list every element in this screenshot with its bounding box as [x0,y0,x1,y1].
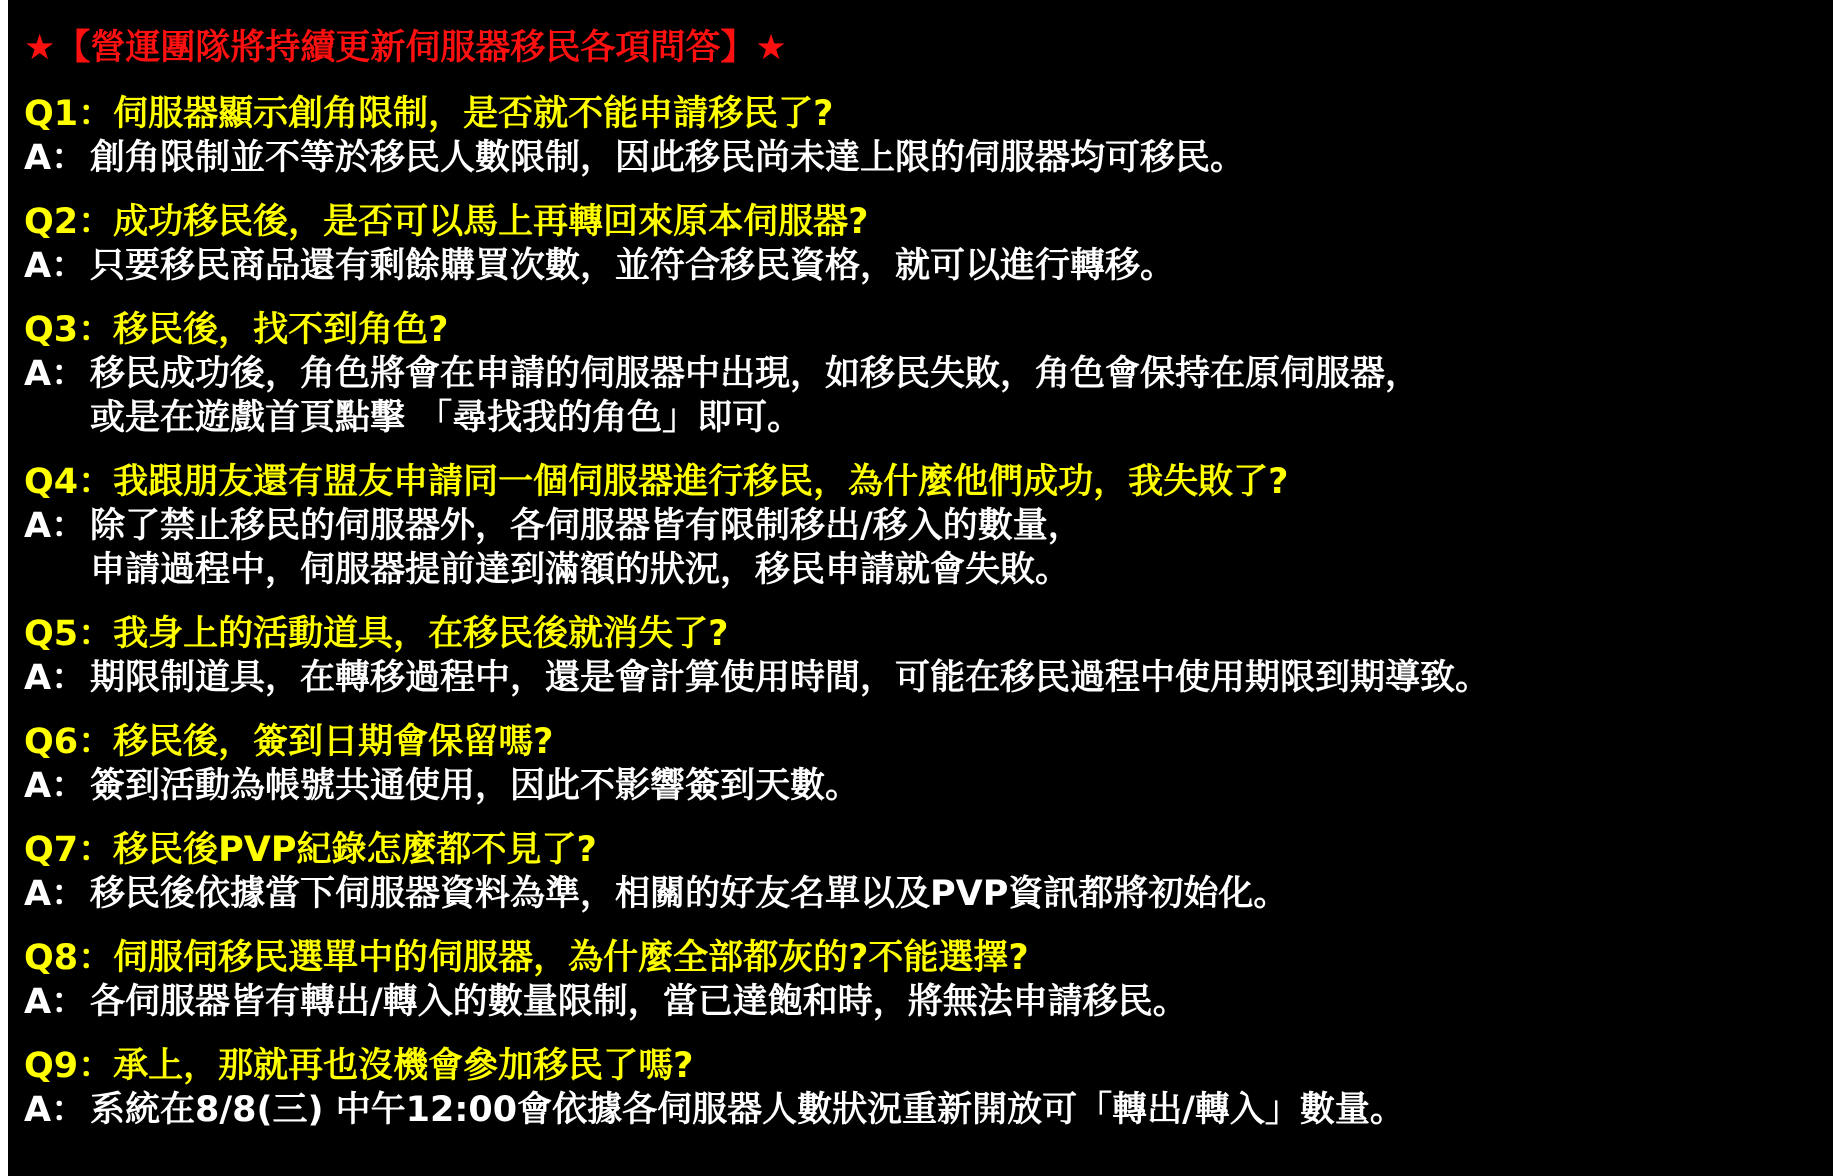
faq-question: Q3：移民後，找不到角色? [24,310,449,350]
faq-answer-text: 期限制道具，在轉移過程中，還是會計算使用時間，可能在移民過程中使用期限到期導致。 [90,658,1491,698]
faq-answer-text: 簽到活動為帳號共通使用，因此不影響簽到天數。 [90,766,861,806]
faq-item [24,460,1833,592]
faq-answer-text: 或是在遊戲首頁點擊 「尋找我的角色」即可。 [90,398,803,438]
faq-item [24,720,1833,808]
faq-question: Q8：伺服伺移民選單中的伺服器，為什麼全部都灰的?不能選擇? [24,938,1029,978]
faq-answer-text: 創角限制並不等於移民人數限制，因此移民尚未達上限的伺服器均可移民。 [90,138,1246,178]
faq-question: Q6：移民後，簽到日期會保留嗎? [24,722,554,762]
faq-answer-line [24,1088,1833,1132]
faq-answer-text: 系統在8/8(三) 中午12:00會依據各伺服器人數狀況重新開放可「轉出/轉入」數量。 [90,1090,1405,1130]
faq-answer-text: 移民後依據當下伺服器資料為準，相關的好友名單以及PVP資訊都將初始化。 [90,874,1289,914]
faq-answer-line [24,656,1833,700]
faq-answer-line [24,136,1833,180]
faq-question: Q5：我身上的活動道具，在移民後就消失了? [24,614,729,654]
faq-question: Q2：成功移民後，是否可以馬上再轉回來原本伺服器? [24,202,869,242]
faq-item [24,92,1833,180]
faq-answer-prefix: A： [24,354,87,394]
faq-item [24,936,1833,1024]
faq-answer-prefix: A： [24,138,87,178]
faq-answer-text: 各伺服器皆有轉出/轉入的數量限制，當已達飽和時，將無法申請移民。 [90,982,1188,1022]
faq-item [24,612,1833,700]
faq-answer-line [24,872,1833,916]
faq-answer-prefix: A： [24,246,87,286]
faq-answer-prefix: A： [24,506,87,546]
faq-answer-prefix: A： [24,658,87,698]
faq-answer-line [24,764,1833,808]
faq-answer-line [24,980,1833,1024]
faq-question: Q7：移民後PVP紀錄怎麼都不見了? [24,830,597,870]
faq-question: Q9：承上，那就再也沒機會參加移民了嗎? [24,1046,694,1086]
faq-answer-text: 只要移民商品還有剩餘購買次數，並符合移民資格，就可以進行轉移。 [90,246,1176,286]
faq-item [24,308,1833,440]
faq-answer-line [24,396,1833,440]
faq-answer-text: 申請過程中，伺服器提前達到滿額的狀況，移民申請就會失敗。 [90,550,1071,590]
faq-panel [8,0,1833,1176]
faq-list [24,92,1833,1132]
faq-question: Q4：我跟朋友還有盟友申請同一個伺服器進行移民，為什麼他們成功，我失敗了? [24,462,1289,502]
faq-item [24,828,1833,916]
faq-item [24,1044,1833,1132]
faq-question: Q1：伺服器顯示創角限制，是否就不能申請移民了? [24,94,834,134]
faq-answer-prefix: A： [24,874,87,914]
faq-title: ★【營運團隊將持續更新伺服器移民各項問答】★ [24,28,787,68]
faq-answer-line [24,244,1833,288]
faq-answer-line [24,504,1833,548]
faq-answer-prefix: A： [24,766,87,806]
faq-answer-line [24,352,1833,396]
faq-answer-prefix: A： [24,982,87,1022]
faq-answer-line [24,548,1833,592]
faq-answer-text: 除了禁止移民的伺服器外，各伺服器皆有限制移出/移入的數量， [90,506,1083,546]
faq-answer-prefix: A： [24,1090,87,1130]
faq-item [24,200,1833,288]
faq-answer-text: 移民成功後，角色將會在申請的伺服器中出現，如移民失敗，角色會保持在原伺服器， [90,354,1421,394]
